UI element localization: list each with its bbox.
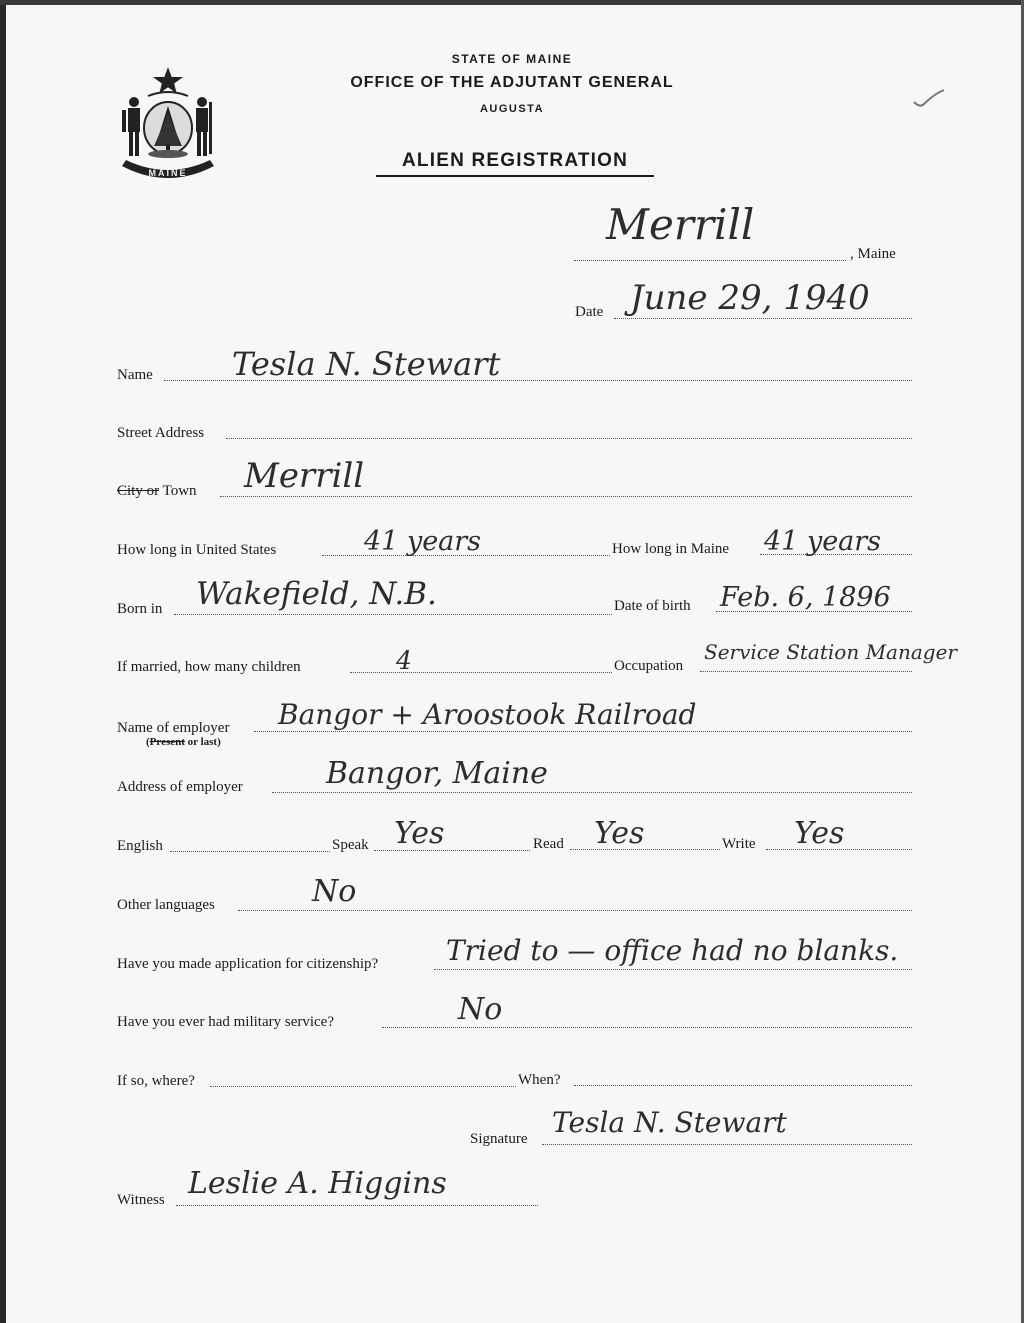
maine-duration-value: 41 years bbox=[764, 526, 882, 557]
scan-edge-top bbox=[0, 0, 1024, 5]
seal-text: MAINE bbox=[148, 168, 188, 178]
read-value: Yes bbox=[594, 816, 645, 851]
dob-value: Feb. 6, 1896 bbox=[720, 582, 891, 613]
location-value: Merrill bbox=[606, 200, 755, 249]
military-line bbox=[382, 1027, 912, 1028]
children-label: If married, how many children bbox=[117, 659, 301, 675]
witness-value: Leslie A. Higgins bbox=[188, 1166, 447, 1201]
speak-label: Speak bbox=[332, 837, 369, 853]
english-line bbox=[170, 851, 330, 852]
employer-address-line bbox=[272, 792, 912, 793]
employer-value: Bangor + Aroostook Railroad bbox=[278, 698, 697, 731]
occupation-label: Occupation bbox=[614, 658, 684, 674]
name-label: Name bbox=[117, 367, 153, 383]
dob-label: Date of birth bbox=[614, 598, 691, 614]
signature-line bbox=[542, 1144, 912, 1145]
citizenship-line bbox=[434, 969, 912, 970]
date-value: June 29, 1940 bbox=[630, 278, 870, 318]
english-label: English bbox=[117, 838, 163, 854]
town-value: Merrill bbox=[244, 456, 365, 496]
location-suffix: , Maine bbox=[850, 246, 896, 262]
when-label: When? bbox=[518, 1072, 561, 1088]
witness-label: Witness bbox=[117, 1192, 165, 1208]
birthplace-label: Born in bbox=[117, 601, 163, 617]
witness-line bbox=[176, 1205, 538, 1206]
location-line bbox=[574, 260, 846, 261]
other-languages-value: No bbox=[312, 874, 357, 909]
employer-label: Name of employer bbox=[117, 720, 230, 736]
name-value: Tesla N. Stewart bbox=[232, 345, 501, 383]
employer-sub-label: or last) bbox=[184, 736, 221, 748]
occupation-value: Service Station Manager bbox=[704, 640, 957, 664]
where-line bbox=[210, 1086, 516, 1087]
town-line bbox=[220, 496, 912, 497]
when-line bbox=[574, 1085, 912, 1086]
street-label: Street Address bbox=[117, 425, 205, 441]
write-value: Yes bbox=[794, 816, 845, 851]
us-duration-value: 41 years bbox=[364, 526, 482, 557]
us-duration-label: How long in United States bbox=[117, 542, 277, 558]
birthplace-value: Wakefield, N.B. bbox=[196, 576, 437, 612]
birthplace-line bbox=[174, 614, 612, 615]
military-value: No bbox=[458, 992, 503, 1027]
signature-value: Tesla N. Stewart bbox=[552, 1106, 787, 1139]
military-label: Have you ever had military service? bbox=[117, 1014, 334, 1030]
date-label: Date bbox=[575, 304, 604, 320]
employer-address-label: Address of employer bbox=[117, 779, 243, 795]
employer-line bbox=[254, 731, 912, 732]
occupation-line bbox=[700, 671, 912, 672]
where-label: If so, where? bbox=[117, 1073, 195, 1089]
signature-label: Signature bbox=[470, 1131, 528, 1147]
scan-edge-left bbox=[0, 0, 6, 1323]
other-languages-label: Other languages bbox=[117, 897, 215, 913]
employer-address-value: Bangor, Maine bbox=[326, 756, 548, 791]
date-line bbox=[614, 318, 912, 319]
city-struck-label: City or bbox=[117, 483, 160, 499]
other-languages-line bbox=[238, 910, 912, 911]
employer-sub-struck: Present bbox=[149, 736, 185, 748]
office-heading: OFFICE OF THE ADJUTANT GENERAL bbox=[350, 74, 674, 91]
read-line bbox=[570, 849, 720, 850]
write-label: Write bbox=[722, 836, 756, 852]
speak-value: Yes bbox=[394, 816, 445, 851]
children-line bbox=[350, 672, 612, 673]
city-heading: AUGUSTA bbox=[479, 103, 545, 115]
children-value: 4 bbox=[396, 646, 412, 675]
street-line bbox=[226, 438, 912, 439]
maine-duration-label: How long in Maine bbox=[612, 541, 730, 557]
read-label: Read bbox=[533, 836, 564, 852]
state-heading: STATE OF MAINE bbox=[451, 52, 573, 66]
town-label: Town bbox=[162, 483, 197, 499]
citizenship-value: Tried to — office had no blanks. bbox=[446, 934, 899, 967]
form-title: ALIEN REGISTRATION bbox=[376, 150, 654, 177]
registration-form: MAINE STATE OF MAINE OFFICE OF THE ADJUTANT GENERAL AUGUSTA ALIEN REGISTRATION Merrill , Maine Date June 29, 1940 Name Tesla N. Stewart Street Address City or Town Merrill How long in United States 41 years How long in Maine 41 years Born in Wakefield, N.B. Date of birth Feb. 6, 1896 If married, how many children 4 Occupation Service Station Manager Name of employer (Present or last) Bangor + Aroostook Railroad Address of employer Bangor, Maine English Speak Yes Read Yes Write Yes Other languages No Have you made application for citizenship? Tried to — office had no blanks. Have you ever had military service? No If so, where? When? Signature Tesla N. Stewart Witness Leslie A. Higgins bbox=[0, 0, 1024, 1323]
citizenship-label: Have you made application for citizenship? bbox=[117, 956, 379, 972]
